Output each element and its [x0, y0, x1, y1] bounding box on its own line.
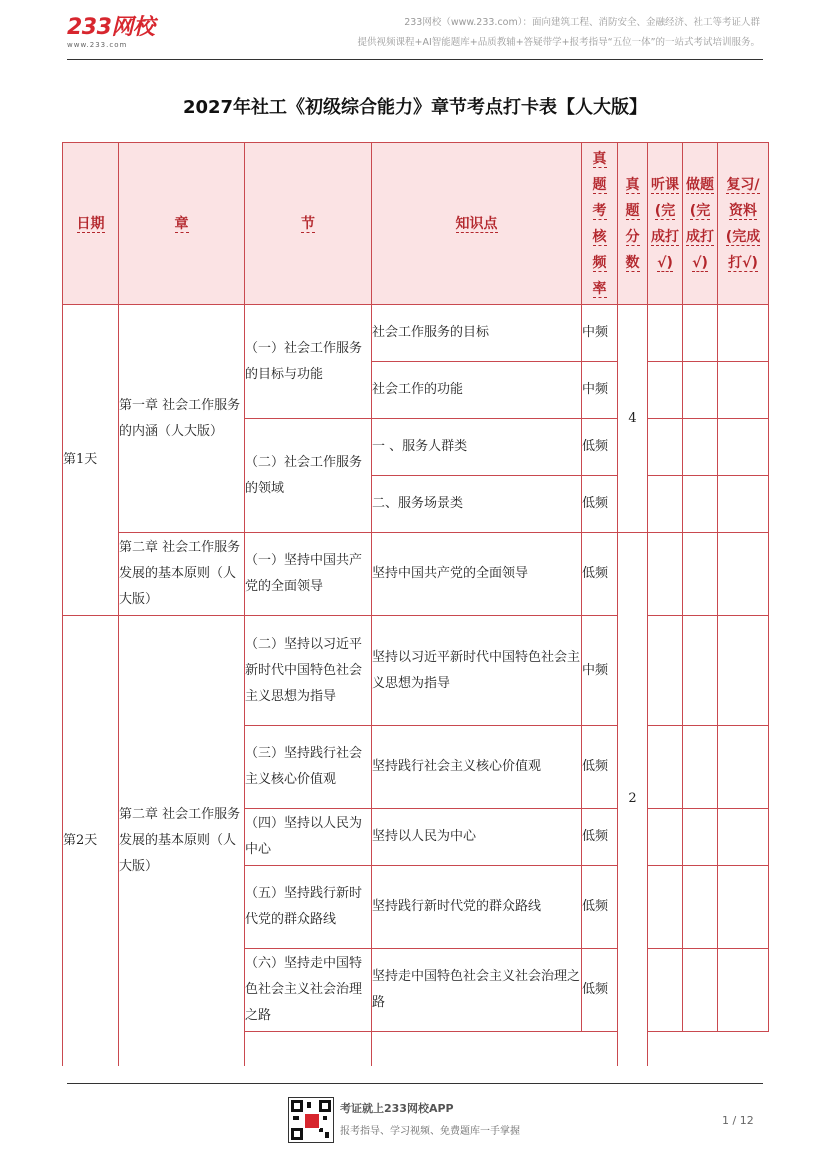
section-cell: （二）坚持以习近平新时代中国特色社会主义思想为指导 [245, 616, 372, 726]
review-check-cell[interactable] [718, 726, 769, 809]
section-cell: （一）坚持中国共产党的全面领导 [245, 533, 372, 616]
point-cell: 社会工作服务的目标 [372, 305, 582, 362]
frequency-cell [582, 1032, 618, 1066]
frequency-cell: 低频 [582, 809, 618, 866]
col-header-score: 真题分数 [618, 143, 648, 305]
table-row [63, 533, 769, 616]
section-cell: （六）坚持走中国特色社会主义社会治理之路 [245, 949, 372, 1032]
point-cell: 坚持以习近平新时代中国特色社会主义思想为指导 [372, 616, 582, 726]
section-cell: （二）社会工作服务的领域 [245, 419, 372, 533]
frequency-cell: 低频 [582, 476, 618, 533]
checklist-table [62, 142, 769, 1066]
point-cell: 一 、服务人群类 [372, 419, 582, 476]
practice-check-cell[interactable] [683, 305, 718, 362]
frequency-cell: 低频 [582, 866, 618, 949]
point-cell [372, 1032, 582, 1066]
qr-code-icon[interactable] [288, 1097, 334, 1143]
lecture-check-cell[interactable] [648, 362, 683, 419]
section-cell [245, 1032, 372, 1066]
col-header-chapter: 章 [119, 143, 245, 305]
review-check-cell[interactable] [718, 419, 769, 476]
frequency-cell: 中频 [582, 616, 618, 726]
lecture-check-cell [648, 1032, 683, 1066]
chapter-cell: 第二章 社会工作服务发展的基本原则（人大版） [119, 533, 245, 616]
point-cell: 坚持以人民为中心 [372, 809, 582, 866]
table-row [63, 616, 769, 726]
practice-check-cell[interactable] [683, 616, 718, 726]
practice-check-cell[interactable] [683, 419, 718, 476]
score-cell: 2 [618, 533, 648, 1066]
practice-check-cell[interactable] [683, 362, 718, 419]
footer-divider [67, 1083, 763, 1084]
logo-url: www.233.com [67, 41, 128, 49]
page-header [0, 0, 830, 62]
chapter-cell: 第二章 社会工作服务发展的基本原则（人大版） [119, 616, 245, 1066]
point-cell: 坚持走中国特色社会主义社会治理之路 [372, 949, 582, 1032]
review-check-cell[interactable] [718, 866, 769, 949]
document-title: 2027年社工《初级综合能力》章节考点打卡表【人大版】 [182, 97, 648, 118]
frequency-cell: 低频 [582, 949, 618, 1032]
lecture-check-cell[interactable] [648, 533, 683, 616]
practice-check-cell [683, 1032, 718, 1066]
section-cell: （三）坚持践行社会主义核心价值观 [245, 726, 372, 809]
score-cell: 4 [618, 305, 648, 533]
review-check-cell [718, 1032, 769, 1066]
header-divider [67, 59, 763, 60]
review-check-cell[interactable] [718, 809, 769, 866]
lecture-check-cell[interactable] [648, 726, 683, 809]
col-header-practice: 做题(完成打√) [683, 143, 718, 305]
lecture-check-cell[interactable] [648, 305, 683, 362]
lecture-check-cell[interactable] [648, 419, 683, 476]
section-cell: （一）社会工作服务的目标与功能 [245, 305, 372, 419]
brand-logo[interactable] [67, 10, 154, 49]
col-header-date: 日期 [63, 143, 119, 305]
point-cell: 坚持中国共产党的全面领导 [372, 533, 582, 616]
lecture-check-cell[interactable] [648, 866, 683, 949]
frequency-cell: 中频 [582, 305, 618, 362]
review-check-cell[interactable] [718, 533, 769, 616]
header-tagline [358, 13, 761, 53]
practice-check-cell[interactable] [683, 949, 718, 1032]
practice-check-cell[interactable] [683, 726, 718, 809]
col-header-point: 知识点 [372, 143, 582, 305]
frequency-cell: 低频 [582, 419, 618, 476]
table-row [63, 305, 769, 362]
point-cell: 坚持践行新时代党的群众路线 [372, 866, 582, 949]
header-tagline-line2: 提供视频课程+AI智能题库+品质教辅+答疑带学+报考指导“五位一体”的一站式考试培训服务。 [357, 37, 760, 48]
col-header-section: 节 [245, 143, 372, 305]
practice-check-cell[interactable] [683, 866, 718, 949]
practice-check-cell[interactable] [683, 533, 718, 616]
point-cell: 二、服务场景类 [372, 476, 582, 533]
review-check-cell[interactable] [718, 476, 769, 533]
col-header-lecture: 听课(完成打√) [648, 143, 683, 305]
review-check-cell[interactable] [718, 616, 769, 726]
app-promo-title: 考证就上233网校APP [340, 1102, 454, 1115]
review-check-cell[interactable] [718, 949, 769, 1032]
lecture-check-cell[interactable] [648, 616, 683, 726]
app-promo-subtitle: 报考指导、学习视频、免费题库一手掌握 [340, 1126, 520, 1137]
section-cell: （五）坚持践行新时代党的群众路线 [245, 866, 372, 949]
chapter-cell: 第一章 社会工作服务的内涵（人大版） [119, 305, 245, 533]
frequency-cell: 低频 [582, 533, 618, 616]
lecture-check-cell[interactable] [648, 476, 683, 533]
point-cell: 坚持践行社会主义核心价值观 [372, 726, 582, 809]
day-cell: 第1天 [63, 305, 119, 616]
practice-check-cell[interactable] [683, 809, 718, 866]
section-cell: （四）坚持以人民为中心 [245, 809, 372, 866]
table-header-row [63, 143, 769, 305]
practice-check-cell[interactable] [683, 476, 718, 533]
col-header-frequency: 真题考核频率 [582, 143, 618, 305]
point-cell: 社会工作的功能 [372, 362, 582, 419]
review-check-cell[interactable] [718, 362, 769, 419]
day-cell: 第2天 [63, 616, 119, 1066]
review-check-cell[interactable] [718, 305, 769, 362]
logo-text: 233网校 [67, 15, 155, 40]
lecture-check-cell[interactable] [648, 949, 683, 1032]
frequency-cell: 中频 [582, 362, 618, 419]
col-header-review: 复习/资料(完成打√) [718, 143, 769, 305]
frequency-cell: 低频 [582, 726, 618, 809]
header-tagline-line1: 233网校（www.233.com）：面向建筑工程、消防安全、金融经济、社工等考证人群 [404, 17, 760, 28]
lecture-check-cell[interactable] [648, 809, 683, 866]
page-number: 1 / 12 [722, 1114, 754, 1127]
